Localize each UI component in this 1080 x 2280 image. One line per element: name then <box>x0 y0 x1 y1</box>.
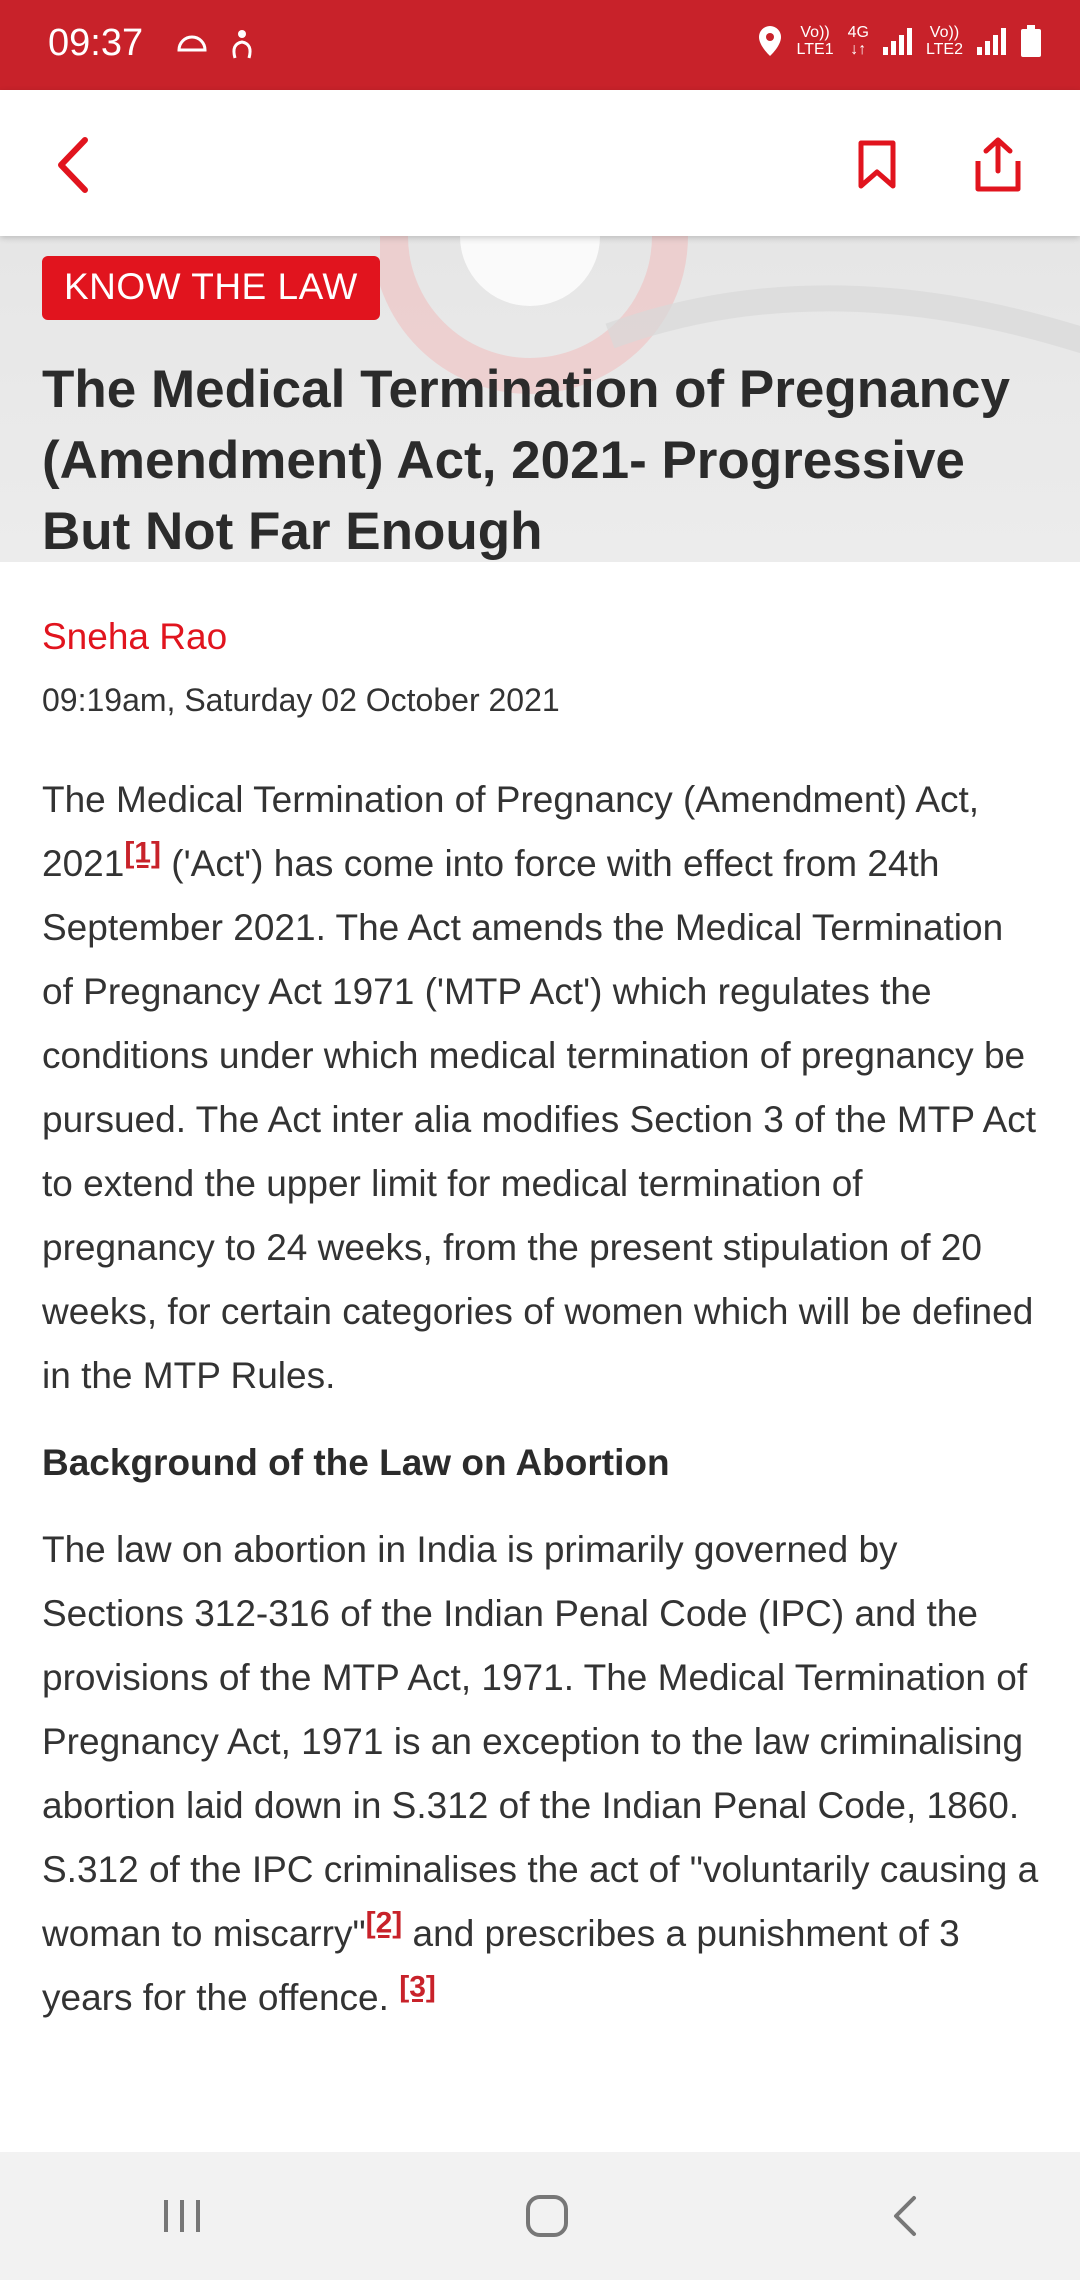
category-badge[interactable]: KNOW THE LAW <box>42 256 380 320</box>
network-type-label: 4G ↓↑ <box>847 24 869 58</box>
section-heading: Background of the Law on Abortion <box>42 1442 670 1483</box>
location-icon <box>757 24 783 58</box>
bookmark-button[interactable] <box>842 130 912 200</box>
sim2-label: Vo)) LTE2 <box>925 24 963 58</box>
paragraph-1: The Medical Termination of Pregnancy (Amendment) Act, 2021[1] ('Act') has come into force with effect from 24th September 2021. The Act amends the Medical Termination of Pregnancy Act 1971 ('MTP Act') which regulates the conditions under which medical termination of pregnancy be pursued. The Act inter alia modifies Section 3 of the MTP Act to extend the upper limit for medical termination of pregnancy to 24 weeks, from the present stipulation of 20 weeks, for certain categories of women which will be defined in the MTP Rules. <box>42 779 1037 1396</box>
back-button[interactable] <box>38 130 108 200</box>
article-body <box>42 768 1042 2030</box>
footnote-ref-1[interactable]: [1] <box>124 836 161 870</box>
status-bar <box>0 0 1080 90</box>
status-left-icons <box>175 28 257 62</box>
accessibility-icon <box>227 28 257 62</box>
article-title: The Medical Termination of Pregnancy (Amendment) Act, 2021- Progressive But Not Far Enough <box>42 360 1010 561</box>
status-time: 09:37 <box>48 22 144 64</box>
cloud-icon <box>175 28 209 58</box>
signal-2-icon <box>977 27 1006 55</box>
paragraph-2: The law on abortion in India is primarily governed by Sections 312-316 of the Indian Penal Code (IPC) and the provisions of the MTP Act, 1971. The Medical Termination of Pregnancy Act, 1971 is an exception to the law criminalising abortion laid down in S.312 of the Indian Penal Code, 1860. S.312 of the IPC criminalises the act of "voluntarily causing a woman to miscarry"[2] and prescribes a punishment of 3 years for the offence. [3] <box>42 1529 1039 2018</box>
signal-1-icon <box>883 27 912 55</box>
author-link[interactable]: Sneha Rao <box>42 616 228 657</box>
home-icon[interactable] <box>524 2193 570 2239</box>
back-chevron-icon <box>53 136 93 194</box>
footnote-ref-3[interactable]: [3] <box>399 1970 436 2004</box>
app-bar <box>0 90 1080 236</box>
recent-apps-icon[interactable] <box>160 2196 204 2236</box>
battery-icon <box>1020 24 1042 58</box>
system-nav-bar <box>0 2152 1080 2280</box>
share-icon <box>973 137 1023 193</box>
footnote-ref-2[interactable]: [2] <box>365 1906 403 1940</box>
publish-datetime: 09:19am, Saturday 02 October 2021 <box>42 682 560 718</box>
bookmark-icon <box>857 140 897 190</box>
sim1-label: Vo)) LTE1 <box>796 24 834 58</box>
system-back-icon[interactable] <box>890 2194 920 2238</box>
share-button[interactable] <box>963 130 1033 200</box>
article-header <box>0 236 1080 562</box>
status-right-icons <box>757 24 1042 58</box>
